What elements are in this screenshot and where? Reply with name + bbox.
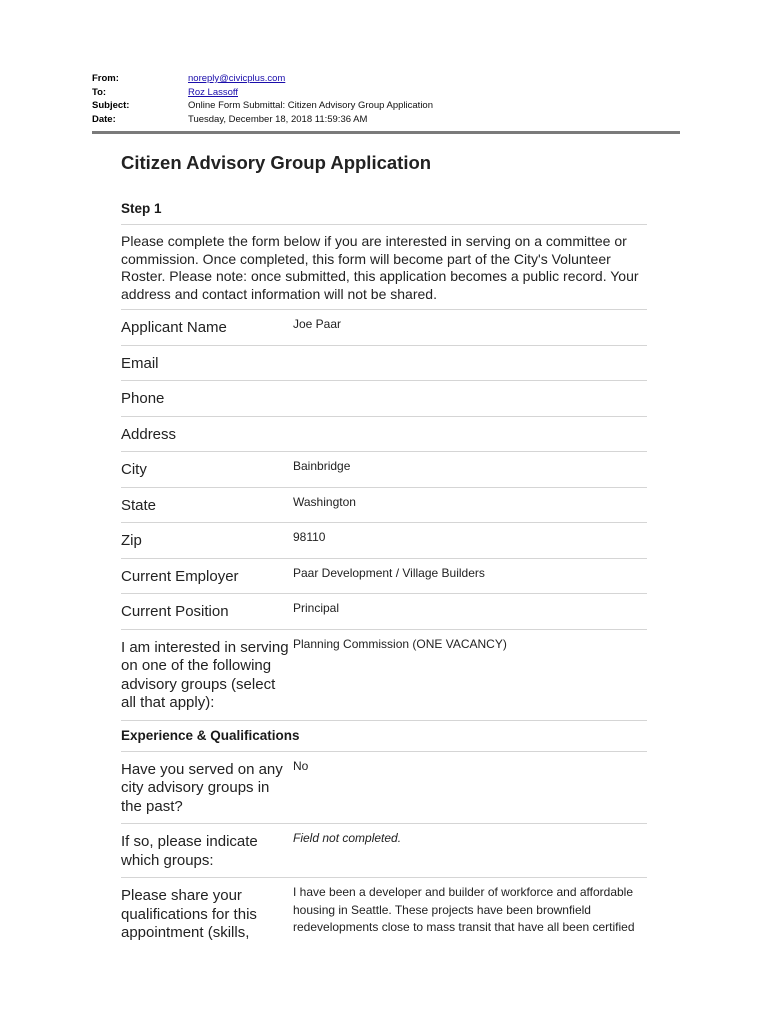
email-date-label: Date: xyxy=(92,113,116,125)
field-label-which-groups: If so, please indicate which groups: xyxy=(121,833,258,869)
field-label-current-position: Current Position xyxy=(121,603,229,620)
field-row xyxy=(121,522,647,558)
field-row xyxy=(121,309,647,345)
email-to-label: To: xyxy=(92,86,107,98)
field-label-served-before: Have you served on any city advisory groups in the past? xyxy=(121,760,283,815)
field-row xyxy=(121,823,647,877)
field-row xyxy=(121,558,647,594)
email-subject-label: Subject: xyxy=(92,100,130,111)
field-value-applicant-name: Joe Paar xyxy=(293,317,342,331)
field-value-which-groups: Field not completed. xyxy=(293,831,402,845)
field-value-email xyxy=(293,346,647,381)
section-heading-experience: Experience & Qualifications xyxy=(121,720,647,751)
field-label-current-employer: Current Employer xyxy=(121,567,239,585)
form-content xyxy=(121,150,646,950)
field-value-zip: 98110 xyxy=(293,530,326,544)
step-heading: Step 1 xyxy=(121,201,162,216)
field-row xyxy=(121,345,647,381)
field-value-qualifications: I have been a developer and builder of workforce and affordable housing in Seattle. These projects have been brownfield redevelopments close to mass transit that have all been certified xyxy=(293,885,635,934)
field-value-address xyxy=(293,417,647,452)
applicant-fields xyxy=(121,309,646,720)
form-intro: Please complete the form below if you are interested in serving on a committee or commission. Once completed, this form will become part of the City's Volunteer Roster. Please note: once submitted, this application becomes a public record. Your address and contact information will not be shared. xyxy=(121,233,639,302)
field-label-zip: Zip xyxy=(121,532,142,549)
email-date-value: Tuesday, December 18, 2018 11:59:36 AM xyxy=(188,113,368,125)
email-from-link[interactable]: noreply@civicplus.com xyxy=(188,73,286,84)
email-subject-row xyxy=(92,99,682,113)
email-to-row xyxy=(92,86,682,100)
field-row xyxy=(121,751,647,824)
field-label-state: State xyxy=(121,496,157,514)
field-row xyxy=(121,451,647,487)
field-label-qualifications: Please share your qualifications for this appointment (skills, xyxy=(121,887,257,941)
form-title: Citizen Advisory Group Application xyxy=(121,152,432,173)
field-row xyxy=(121,416,647,452)
field-value-state: Washington xyxy=(293,494,356,509)
field-value-current-position: Principal xyxy=(293,601,340,615)
field-label-applicant-name: Applicant Name xyxy=(121,319,227,336)
field-row xyxy=(121,380,647,416)
field-value-served-before: No xyxy=(293,758,309,773)
field-label-city: City xyxy=(121,461,147,478)
field-row xyxy=(121,629,647,720)
field-row xyxy=(121,487,647,523)
field-value-advisory-groups: Planning Commission (ONE VACANCY) xyxy=(293,636,507,651)
field-row xyxy=(121,877,647,950)
header-divider xyxy=(92,131,680,134)
field-label-advisory-groups: I am interested in serving on one of the following advisory groups (select all that apply): xyxy=(121,638,289,711)
field-value-phone xyxy=(293,381,647,416)
email-subject-value: Online Form Submittal: Citizen Advisory Group Application xyxy=(188,100,433,111)
field-label-phone: Phone xyxy=(121,390,165,407)
email-from-label: From: xyxy=(92,73,119,84)
email-from-row xyxy=(92,72,682,86)
field-value-city: Bainbridge xyxy=(293,459,351,473)
field-label-email: Email xyxy=(121,354,159,372)
experience-fields xyxy=(121,751,646,950)
email-header xyxy=(92,72,682,126)
field-label-address: Address xyxy=(121,425,177,443)
email-date-row xyxy=(92,113,682,127)
field-row xyxy=(121,593,647,629)
field-value-current-employer: Paar Development / Village Builders xyxy=(293,565,485,580)
email-to-link[interactable]: Roz Lassoff xyxy=(188,86,238,98)
